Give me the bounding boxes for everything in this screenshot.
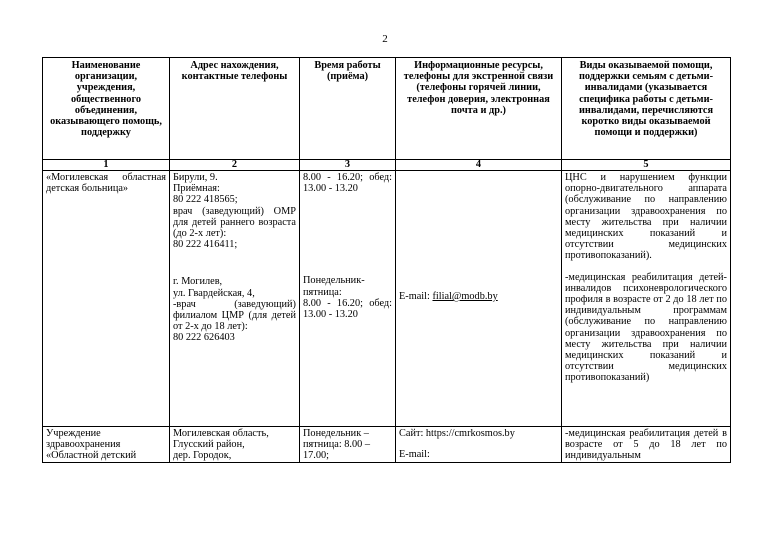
hours-cell [300, 427, 396, 463]
address-line: Бирули, 9. [173, 172, 218, 183]
address-line: Глусский район, [173, 439, 245, 451]
table-row [43, 427, 731, 463]
email-label: E-mail: [399, 449, 430, 461]
organization-cell [43, 171, 170, 427]
help-types-cell [562, 171, 731, 427]
email-link[interactable]: filial@modb.by [432, 291, 498, 302]
organization-name: Учреждение здравоохранения «Областной детский [46, 428, 137, 462]
website-link[interactable]: Сайт: https://cmrkosmos.by [399, 428, 515, 439]
address-line: врач (заведующий) ОМР для детей раннего возраста (до 2-х лет): [173, 205, 296, 240]
organizations-table [42, 57, 731, 463]
phone-number: 80 222 418565; [173, 194, 238, 206]
working-days: Понедельник-пятница: [303, 275, 365, 298]
header-organization: Наименование организации, учреждения, общественного объединения, оказывающего помощь, поддержку [43, 58, 170, 160]
address-line: Могилевская область, [173, 428, 269, 439]
header-hours: Время работы (приёма) [300, 58, 396, 160]
column-number: 1 [43, 160, 170, 171]
header-help-types: Виды оказываемой помощи, поддержки семьям с детьми-инвалидами (указывается специфика работы с детьми-инвалидами, перечисляются коротко виды оказываемой помощи и поддержки) [562, 58, 731, 160]
organization-name: «Могилевская областная детская больница» [46, 172, 166, 195]
address-line: ул. Гвардейская, 4, [173, 287, 255, 299]
page-number: 2 [382, 33, 388, 45]
address-line: дер. Городок, [173, 450, 232, 462]
phone-number: 80 222 416411; [173, 239, 238, 251]
address-line: -врач (заведующий) филиалом ЦМР (для детей от 2-х до 18 лет): [173, 298, 296, 333]
header-info-resources: Информационные ресурсы, телефоны для экстренной связи (телефоны горячей линии, телефон доверия, электронная почта и др.) [396, 58, 562, 160]
working-hours: 8.00 - 16.20; обед: 13.00 - 13.20 [303, 172, 392, 195]
help-description: -медицинская реабилитация детей в возрасте от 5 до 18 лет по индивидуальным [565, 428, 727, 462]
help-description: ЦНС и нарушением функции опорно-двигательного аппарата (обслуживание по направлению организации здравоохранения по месту жительства при наличии медицинских показаний и отсутствии медицинских противопоказаний). [565, 172, 727, 262]
table-header-row [43, 58, 731, 160]
column-number: 4 [396, 160, 562, 171]
email-label: E-mail: [399, 291, 430, 302]
address-cell [170, 427, 300, 463]
header-address: Адрес нахождения, контактные телефоны [170, 58, 300, 160]
phone-number: 80 222 626403 [173, 332, 235, 344]
help-types-cell [562, 427, 731, 463]
address-line: г. Могилев, [173, 276, 223, 288]
info-resources-cell [396, 427, 562, 463]
organization-cell [43, 427, 170, 463]
hours-cell [300, 171, 396, 427]
column-number: 2 [170, 160, 300, 171]
working-hours: 8.00 - 16.20; обед: 13.00 - 13.20 [303, 297, 392, 321]
address-cell [170, 171, 300, 427]
column-number: 3 [300, 160, 396, 171]
info-resources-cell [396, 171, 562, 427]
help-description: -медицинская реабилитация детей-инвалидов психоневрологического профиля в возрасте от 2 до 18 лет по индивидуальным программам (обслуживание по направлению организации здравоохранения по месту жительства при наличии медицинских показаний и отсутствии медицинских противопоказаний) [565, 271, 727, 384]
table-row [43, 171, 731, 427]
column-number-row [43, 160, 731, 171]
address-line: Приёмная: [173, 183, 220, 195]
working-hours: Понедельник – пятница: 8.00 – 17.00; [303, 428, 371, 462]
column-number: 5 [562, 160, 731, 171]
